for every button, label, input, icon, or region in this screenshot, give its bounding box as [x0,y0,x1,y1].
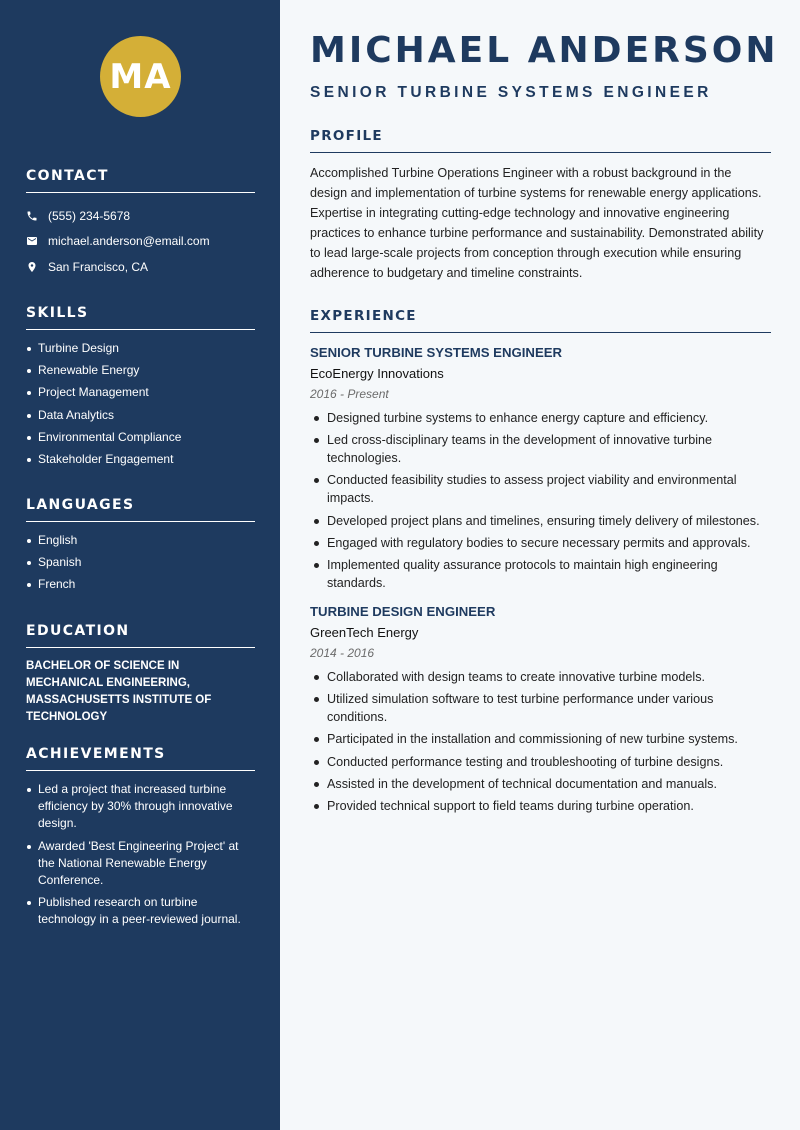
job-bullet: Collaborated with design teams to create innovative turbine models. [310,668,771,686]
skill-item: Turbine Design [26,340,255,357]
profile-section [310,128,771,283]
achievements-heading: ACHIEVEMENTS [26,746,255,771]
education-degree: BACHELOR OF SCIENCE IN MECHANICAL ENGINEERING, MASSACHUSETTS INSTITUTE OF TECHNOLOGY [26,660,212,723]
contact-location [26,254,255,280]
achievements-list [26,781,255,928]
phone-icon [26,210,38,222]
job-bullet: Engaged with regulatory bodies to secure necessary permits and approvals. [310,534,771,552]
language-item: French [26,576,255,593]
job-company: GreenTech Energy [310,624,419,640]
job-entry [310,604,771,815]
language-item: English [26,532,255,549]
mail-icon [26,235,38,247]
contact-phone[interactable] [26,203,255,229]
education-heading: EDUCATION [26,623,255,648]
job-title: SENIOR TURBINE SYSTEMS ENGINEER [310,345,563,360]
email-address: michael.anderson@email.com [48,234,210,249]
candidate-name: MICHAEL ANDERSON [310,30,779,71]
experience-section [310,308,771,819]
profile-summary: Accomplished Turbine Operations Engineer with a robust background in the design and implementation of turbine systems for renewable energy applications. Expertise in integrating cutting-edge technology and innovative engineering practices to enhance turbine performance and sustainability. Demonstrated ability to lead large-scale projects from conception through execution while ensuring adherence to budgetary and timeline constraints. [310,166,764,280]
skill-item: Stakeholder Engagement [26,451,255,468]
language-item: Spanish [26,554,255,571]
avatar-initials: MA [100,36,181,117]
job-bullets [310,409,771,592]
contact-email[interactable] [26,229,255,255]
location-text: San Francisco, CA [48,259,149,274]
languages-heading: LANGUAGES [26,497,255,522]
skills-list [26,340,255,468]
skill-item: Project Management [26,384,255,401]
skill-item: Renewable Energy [26,362,255,379]
skills-section [26,305,255,473]
achievement-item: Published research on turbine technology in a peer-reviewed journal. [26,894,255,928]
job-bullet: Assisted in the development of technical documentation and manuals. [310,775,771,793]
candidate-title: SENIOR TURBINE SYSTEMS ENGINEER [310,84,712,101]
job-entry [310,343,771,592]
job-bullet: Participated in the installation and commissioning of new turbine systems. [310,730,771,748]
job-bullet: Designed turbine systems to enhance energy capture and efficiency. [310,409,771,427]
experience-heading: EXPERIENCE [310,308,771,333]
education-section [26,623,255,726]
job-bullet: Provided technical support to field teams during turbine operation. [310,797,771,815]
job-dates: 2014 - 2016 [310,645,375,660]
job-title: TURBINE DESIGN ENGINEER [310,603,496,619]
languages-list [26,532,255,593]
job-bullet: Led cross-disciplinary teams in the development of innovative turbine technologies. [310,431,771,467]
job-company: EcoEnergy Innovations [310,366,444,381]
achievement-item: Led a project that increased turbine efficiency by 30% through innovative design. [26,781,255,832]
job-bullet: Implemented quality assurance protocols to maintain high engineering standards. [310,556,771,592]
skills-heading: SKILLS [26,305,255,330]
profile-heading: PROFILE [310,128,771,153]
job-bullet: Developed project plans and timelines, ensuring timely delivery of milestones. [310,512,771,530]
job-bullet: Conducted feasibility studies to assess project viability and environmental impacts. [310,471,771,507]
job-bullet: Conducted performance testing and troubleshooting of turbine designs. [310,753,771,771]
skill-item: Environmental Compliance [26,429,255,446]
phone-number: (555) 234-5678 [48,208,131,223]
achievement-item: Awarded 'Best Engineering Project' at the National Renewable Energy Conference. [26,838,255,889]
languages-section [26,497,255,599]
skill-item: Data Analytics [26,407,255,424]
job-dates: 2016 - Present [310,387,389,401]
location-pin-icon [26,261,38,273]
job-bullets [310,668,771,815]
contact-heading: CONTACT [26,168,255,193]
sidebar [0,0,280,1130]
contact-section [26,168,255,280]
job-bullet: Utilized simulation software to test turbine performance under various conditions. [310,690,771,726]
achievements-section [26,746,255,934]
